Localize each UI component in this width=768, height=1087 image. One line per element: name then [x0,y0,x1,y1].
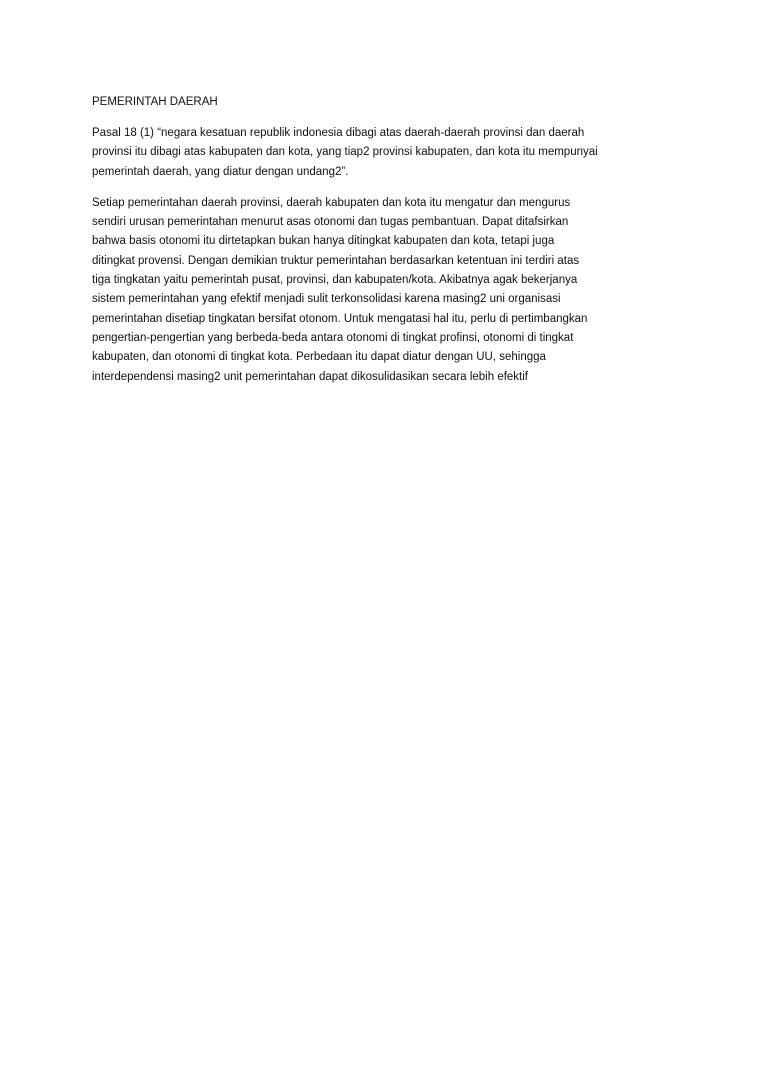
text-line: sistem pemerintahan yang efektif menjadi sulit terkonsolidasi karena masing2 uni organisasi [92,293,561,306]
text-line: pengertian-pengertian yang berbeda-beda antara otonomi di tingkat profinsi, otonomi di tingkat [92,331,574,344]
text-line: ditingkat provensi. Dengan demikian truktur pemerintahan berdasarkan ketentuan ini terdiri atas [92,254,580,267]
text-line: kabupaten, dan otonomi di tingkat kota. Perbedaan itu dapat diatur dengan UU, sehingga [92,351,546,364]
text-line: sendiri urusan pemerintahan menurut asas otonomi dan tugas pembantuan. Dapat ditafsirkan [92,216,569,229]
document-heading: PEMERINTAH DAERAH [92,96,218,108]
text-line: pemerintah daerah, yang diatur dengan undang2”. [92,165,349,178]
text-line: interdependensi masing2 unit pemerintahan dapat dikosulidasikan secara lebih efektif [92,370,529,383]
paragraph-pasal-18 [92,124,692,182]
text-line: Setiap pemerintahan daerah provinsi, daerah kabupaten dan kota itu mengatur dan mengurus [92,196,571,209]
paragraph-otonomi [92,194,692,387]
text-line: tiga tingkatan yaitu pemerintah pusat, provinsi, dan kabupaten/kota. Akibatnya agak bekerjanya [92,274,578,287]
document-body [92,94,692,399]
text-line: bahwa basis otonomi itu dirtetapkan bukan hanya ditingkat kabupaten dan kota, tetapi juga [92,235,555,248]
text-line: Pasal 18 (1) “negara kesatuan republik indonesia dibagi atas daerah-daerah provinsi dan daerah [92,127,585,139]
text-line: provinsi itu dibagi atas kabupaten dan kota, yang tiap2 provinsi kabupaten, dan kota itu mempunyai [92,146,598,159]
text-line: pemerintahan disetiap tingkatan bersifat otonom. Untuk mengatasi hal itu, perlu di pertimbangkan [92,312,588,325]
